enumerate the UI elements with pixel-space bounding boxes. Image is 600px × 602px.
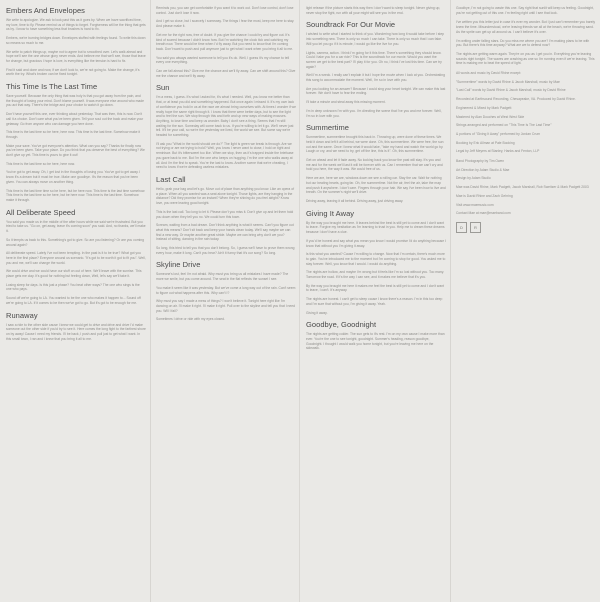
lyric-paragraph: Find it said and done and now, if we don't look to, we're not going to. Make the change, it's worth the try. What's broken can be fixed tonight. bbox=[6, 67, 140, 77]
lyric-paragraph: Well I'm a wreck. I really can't explain it but I hope the movie when I look at you. Orchestrating this song to accommodate the moment. Well, I'm so in love with you. bbox=[306, 73, 445, 83]
credit-line: "Summertime" words by David Rhine & Jacob Marshall, music by Mae bbox=[456, 79, 560, 84]
label-logo-icon: R bbox=[470, 222, 481, 233]
credit-line: Mae is David Rhine and Zach Gehring bbox=[456, 193, 513, 198]
credit-line: Mae was David Rhine, Mark Padgett, Jacob Marshall, Rob Sweitzer & Mark Padgett 2003 bbox=[456, 185, 589, 190]
lyric-paragraph: I'll ask you "What in the world should we do?" The light is green we break is through. Are we not trying or are we trying to hold? Well, you know I never want to close, I hold on tight and reminisce. But it's bittersweet too like. When we stop, then as it's trapped inside the briefcase you gave back to me. But I'm the one who keeps on hugging. I'm the one who walks away at all. And I'm the first to speak. You're the last to know. Another scene that we're cheating, I need to know if we're defeating useless mistakes. bbox=[156, 141, 294, 170]
song-title: Giving It Away bbox=[306, 208, 355, 218]
lyric-paragraph: Save yourself. Because the only thing that was holy is that you got away from the pain, and the thought of losing your mind. Don't blame yourself. It was everyone else around who made you act that way. There's the bridge and your choice to watch it go down. bbox=[6, 94, 144, 108]
lyric-paragraph: You make it seem like it was yesterday. But we've come a long way out of the rain. Can't seem to figure out what happens after this. Why can't I? bbox=[156, 285, 296, 295]
lyric-paragraph: I saw a ride to the other side cause I knew we could get to drive and drive and drive I'd make someone out the other side if you'd try to see it. Here comes the long fight to the farthest shore on by away! Cause I need my friends. I'll be back, I push and pull just to get what I want. In this small town, I ran and I knew that you bring it all to me. bbox=[6, 322, 146, 341]
lyric-paragraph: By the way you brought me here. It leaves behind the best is still yet to come and I don't want to leave. Forgive my hesitation as I'm learning to trust in you. Help me to dream these dreams because I don't have a clue. bbox=[306, 220, 445, 235]
lyric-paragraph: This time is the last time time so be here, but be here now. This time is the last time somehow. This time is the last time so be here, but be here now. This time is the last time. Somehow make it through. bbox=[6, 188, 146, 202]
column-divider bbox=[150, 0, 151, 602]
song-block bbox=[6, 208, 146, 306]
lyric-paragraph: This time is the last time so be here, here now. This time is the last time. Somehow make it through. bbox=[6, 130, 141, 139]
song-block bbox=[306, 20, 446, 118]
lyric-paragraph: I'll take a minute and steal away this missing moment. bbox=[306, 100, 386, 105]
lyric-paragraph: light release if the picture starts this way then I don't want to sleep tonight. Never giving up, never stop the fight, run with all your might will see you in the end. bbox=[306, 6, 441, 15]
lyric-paragraph: Is this what you wanted? Cause I'm willing to change. Now that I'm certain, there's much more to gain. You've introduced me to the moment but I'm coming to stop for good. You asked me to stay forever. Well, you know that I would. I would do anything. bbox=[306, 252, 446, 266]
song-block bbox=[6, 6, 146, 77]
credit-line: Mastered by Alan Douches at West West Side bbox=[456, 114, 525, 119]
lyric-paragraph: By the way you brought me here it makes me feel the best is still yet to come and I don't want to leave, I can't. It's anyway. bbox=[306, 283, 444, 293]
song-block bbox=[156, 83, 296, 170]
lyric-paragraph: And I get so close, but I scarcely I someway. The things I fear the most, keep me here to stay. And please make it. bbox=[156, 19, 295, 29]
lyric-paragraph: Sometimes I drive or ride with my eyes closed. bbox=[156, 317, 225, 322]
lyric-paragraph: You said you always wanted someone to tell you it's ok. Well, I guess it's my chance to tell every one everything. bbox=[156, 55, 290, 65]
credit-line: All words and music by David Rhine except: bbox=[456, 71, 522, 76]
column-3 bbox=[300, 0, 450, 602]
lyric-paragraph: I'm writing under falling stars. Do you miss me where you are? I'm making plans to be with you. But there's this time anyway? What are we to defend now? bbox=[456, 38, 590, 48]
song-block bbox=[6, 82, 146, 203]
column-1 bbox=[0, 0, 150, 602]
song-block bbox=[306, 320, 446, 351]
lyric-paragraph: Why must you say I made a mess of things? I won't believe it. Tonight here right like I'm dancing on air. I'll make it right. I'll make it right. Pull over to the skyline and tell you that I need you. Will I fail? bbox=[156, 299, 295, 313]
lyric-paragraph: Get me for the right now, free of doubt. If you give the chance I could try and figure out. It's kind of scared because I didn't know how. But I'm watching the clock tick and catching my breath now. There would be time when I'd fly away. But you need to know that I'm coming back. Don't want to push and pull anymore just to get what I want when you bring it all to me. bbox=[156, 32, 294, 51]
lyric-paragraph: The nights are getting warm again. They're on you as I get you in. Everything you're leaving sounds right tonight. The waves are crashing as one so I'm running even if we're leaving. This time is making me to beat the speed of light. bbox=[456, 51, 595, 66]
song-title: Sun bbox=[156, 83, 170, 93]
credit-line: Design by Adam Studio bbox=[456, 176, 491, 181]
song-title: Soundtrack For Our Movie bbox=[306, 20, 396, 30]
song-title: This Time Is The Last Time bbox=[6, 82, 98, 92]
lyric-paragraph: If you'd be honest and say what you mean you know I would promise I'd do anything because I know that without you I'm giving it away. bbox=[306, 238, 446, 248]
lyric-paragraph: We write to patch things up, maybe not to agree but to smoothed over. Let's walk ahead and hope we'll see the one whose glory never ends. And believe me that we'll see, those that leave for change, but gracious I hope is love, is everything like the tension is hard to fix. bbox=[6, 49, 146, 63]
lyric-paragraph: Giving it away. bbox=[306, 310, 328, 315]
song-title: All Deliberate Speed bbox=[6, 207, 76, 217]
lyric-paragraph: So long, this tried to tell you that you don't belong. So, I guess we'll have to prove them wrong every hour, make it long. Can't you hear? Ain't it funny that it's our song? So long. bbox=[156, 246, 295, 255]
lyric-paragraph: We could drive and we could have our stuff on out of here. We'll leave with the sunrise. This place gets me clay. It's good for nothing but feeling down, Well, let's say we'll take it. bbox=[6, 269, 142, 279]
song-block bbox=[306, 123, 446, 203]
lyric-paragraph: Don't have yourself this one, ever thinking about yesterday. That was then, this is now. Don't call it a choice. Don't care what you've been given. Tell your soul out the back and make your getaway. Go from anyone who can damage you here done. bbox=[6, 112, 144, 126]
lyric-paragraph: Reminds you, you can get comfortable if you want it to work out. Don't lose control, don't lose control. Just don't lose it now. bbox=[156, 6, 294, 15]
lyric-paragraph: This is the last call. Too long to let it. Please don't you miss it. Don't give up and let them hold you down when they tell you no. We could turn this town. bbox=[156, 209, 294, 219]
credit-line: "Last Call" words by David Rhine & Jacob Marshall, music by David Rhine bbox=[456, 88, 566, 93]
lyric-paragraph: Can we fall ahead this? Give me the chance and we'll fly away. Can we shift around this? Give me the chance and we'll fly away. bbox=[156, 69, 296, 78]
lyric-paragraph: All deliberate speed. Lately I've not been tempting. In the past is it to be true? What got you here in the first place? Everyone around us scenario. "It's got to be worth it got to fit you". Well, you and me, we'll can change the world. bbox=[6, 251, 146, 265]
lyric-paragraph: I'm a mess, I guess. It's what I asked for, it's what I needed. Well, you know me better than that, or at least you did and something happened. But once again I missed it. It's my own lack of confidence you hold in us at the race we almost bring ourselves with. At times I wonder if we really hope the same right through it. I know that there were better days, but to see the light and to feel the sun. We stop through this and forth and up new ways of making excuses. Anything, to lose time and keep us wonder. Baby I don't see a thing. Seems that I'm still waiting for the sun. Someday will come back to us. If you're willing to let it go. We'll never just tell. It'll be your call, so we're the yesterday we lived, the world we see. But some say we're headed for something. bbox=[156, 95, 296, 138]
lyric-paragraph: Embers, we're burning bridges down. Envelopes stuffed with feelings found. To write this down so means so much to me. bbox=[6, 36, 146, 45]
label-logo-icon: D bbox=[456, 222, 467, 233]
song-title: Goodbye, Goodnight bbox=[306, 320, 377, 330]
lyric-paragraph: I've written you this letter just in case it's ever my wonder. But I just can't remember you barely knew the time. Misunderstood, we're leaving friends we all at the beach, we're throwing sand. As the sprite can get up all around us. I can't believe it's over. bbox=[456, 20, 596, 34]
credit-line: Contact Mae at mae@maeband.com bbox=[456, 211, 511, 216]
lyric-paragraph: Losing sleep for days. Is this just a phase? You beat other ways? The one who sings is the one who pays. bbox=[6, 282, 140, 292]
song-title: Embers And Envelopes bbox=[6, 6, 85, 15]
lyric-paragraph: Summertime, summertime brought this back in. Throwing up, were done of these times. We held it down and left it all behind, we were done. Oh, this summertime. We were free, the sun out and the same. Once I knew what it would take, "take my hand and watch the world go by. Laugh or cry, and we need to try, get off the line, this is it". Oh, this summertime. bbox=[306, 135, 444, 154]
lyric-paragraph: We write to apologize. We ask to look past this as it goes by. When we have sacrificed time, my love, time to fly. Please remind us of things to forget. Forgiveness will be the thing that gets us by. I know to have something less that brushes is hard to fix. bbox=[6, 18, 146, 32]
lyric-paragraph: Driving away, leaving it all behind. Driving away, just driving away. bbox=[306, 198, 404, 203]
credit-line: Booking by Eric Allman at Pale Booking bbox=[456, 140, 515, 145]
label-logos bbox=[456, 222, 596, 233]
song-title: Runaway bbox=[6, 310, 38, 320]
text-block bbox=[456, 71, 596, 154]
song-block bbox=[156, 260, 296, 322]
lyric-paragraph: Hello, grab your bag and let's go. Move out of place than anything you know. Like an opera of a place. When all you wanted was a seat alone tonight. Those lights, are they hanging in the distance? Did they promise for an instant? When they're shining do you feel alright? Know love, you were leaving good tonight. bbox=[156, 186, 295, 206]
lyric-paragraph: So it tempts us back to this. Something's got to give. So are you listening? Or are you coming around again? bbox=[6, 237, 144, 247]
song-block bbox=[156, 175, 296, 255]
song-block bbox=[306, 209, 446, 316]
lyric-paragraph: Here we are, here we are, windows down we see a rolling car. Stay the car. Wait for nothing but our beating hearts, going far. Oh, the summertime. Not the air, feel the air, take the map and push it anywhere. I don't care. Fingers through your hair. We say I've been how to live and breath. On the summer's night we'll drive. bbox=[306, 176, 446, 195]
credit-line: Legal by Jeff Meyers at Stanley, Hanks and Fenton, LLP bbox=[456, 149, 540, 154]
song-title: Skyline Drive bbox=[156, 260, 201, 270]
lyric-paragraph: This time is the last time so be here, here now. bbox=[6, 161, 75, 166]
lyric-paragraph: You said you made us in the middle of the after hours while we said we're frustrated. But you tried to take us. "Go on, get away, leave it's coming soon" you said. And, no thanks, we'll make it. bbox=[6, 219, 146, 234]
lyric-paragraph: I'm in deep unknown I'm with you. I'm directing the scene that I've you and me forever. Well, I'm so in love with you. bbox=[306, 108, 442, 118]
credit-line: Band Photography by Tim Owen bbox=[456, 159, 505, 164]
lyric-paragraph: Are you looking for an answer? Because I could sing your heart tonight. We can make this last forever. We don't have to fear the ending. bbox=[306, 86, 446, 96]
lyric-paragraph: I wished to write what I started to think of you. Wondering how long it would take before I step into something new. There is only so much I can take. There is only so much that I can fake. Will you let you go if it is minute, I would go like the live for you. bbox=[306, 32, 445, 46]
text-block bbox=[306, 6, 446, 15]
text-block bbox=[156, 6, 296, 78]
lyric-paragraph: Get on ahead and let it fade away. No looking back you know the past will stay. It's you and me and for the week we'll last it will be forever with us. Can I remember that we can't cry and hold you here, the way it was. We could free of us. bbox=[306, 158, 443, 172]
song-title: Last Call bbox=[156, 174, 186, 184]
center-fold bbox=[299, 0, 301, 602]
credit-line: Art Direction by Adam Studio & Mae bbox=[456, 167, 510, 172]
text-block bbox=[456, 20, 596, 66]
column-divider bbox=[450, 0, 451, 602]
credit-line: Engineered & Mixed by Mark Padgett bbox=[456, 105, 512, 110]
lyric-paragraph: Scream, waiting from a bad dream. Don't think anything is what it seems. Can't you figure out what this means? Don't sit back and keep your hands clean today. We'll say maybe we can find a new way. Or maybe another great stride. Maybe we can bring why don't we you? Instead of sitting, dancing in the rain today. bbox=[156, 223, 294, 242]
text-block bbox=[456, 159, 596, 216]
credit-line: Visit www.maemusic.com bbox=[456, 202, 494, 207]
column-4 bbox=[450, 0, 600, 602]
lyric-paragraph: Someone's lost, feel I'm not afraid. Why must you bring us all mistakes I have made? The more we smile, but you come around. The seat in the flat reflects the sunset I see. bbox=[156, 272, 289, 282]
lyric-paragraph: The nights are hollow, and maybe I'm wrong but it feels like I'm so lost without you. Too many. Tomorrow the road. If it's the way I can see, and it makes me believe that it's you. bbox=[306, 270, 445, 280]
lyric-paragraph: You've got to get away. Oh, I get lost in the thoughts of losing you. You've got to get away. I know it's a dream but it must be true. Make one goodbye. It's the reason that you've been given. You can always move on another thing. bbox=[6, 170, 141, 184]
lyric-paragraph: Goodbye, I'm not going to waste this one. Say right that sunlit will keep us feeling. Goodnight, you're not getting out of this one. I'm feeling right until I see that look. bbox=[456, 6, 594, 15]
text-block bbox=[456, 6, 596, 15]
song-title: Summertime bbox=[306, 123, 350, 133]
credit-line: Strings arranged and performed on "This Time Is The Last Time" bbox=[456, 123, 552, 128]
column-2 bbox=[150, 0, 300, 602]
lyric-paragraph: The nights are getting colder. The sun gets to it's rest. I'm on my own cause I make more than ever. You're the one to see tonight, goodnight. Summer's heading, reason goodbye, Goodnight. I thought I would walk you home tonight, but you're leaving me here on the sidewalk. bbox=[306, 332, 445, 351]
credit-line: & portions of "Giving It Away" performed by Jordan Crum bbox=[456, 131, 541, 136]
credit-line: Recorded at Earthsound Recording, Chesapeake, VA. Produced by David Rhine. bbox=[456, 97, 576, 102]
lyric-paragraph: Lights, camera, action. I think I'm going for it this time. There's something they should know. Could I take you for a car ride? This is the soundtrack for our movie. Would you want the screen we get to the best part? I'll play it for you. Oh no, I think I've lost this time. Can we try again? bbox=[306, 50, 442, 69]
song-block bbox=[6, 311, 146, 342]
lyric-paragraph: Sound off we're going to LA. You wanted to be the one who makes it happen to... Sound off we're going to LA. If it comes to be then we've got to go. But it's got to be enough for me. bbox=[6, 296, 141, 305]
lyric-paragraph: Make your save. You've got everyone's attention. What can you say? Thanks for finally now you've been given. Take your place. Do you think that you deserve the best of everything? We don't give up yet. This time is yours to give it out! bbox=[6, 143, 145, 158]
lyric-paragraph: The nights are honest. I can't get to sleep cause I know there's a reason. I'm in this too deep and I'm sure that without you, I'm giving it away. Yeah. bbox=[306, 297, 443, 306]
